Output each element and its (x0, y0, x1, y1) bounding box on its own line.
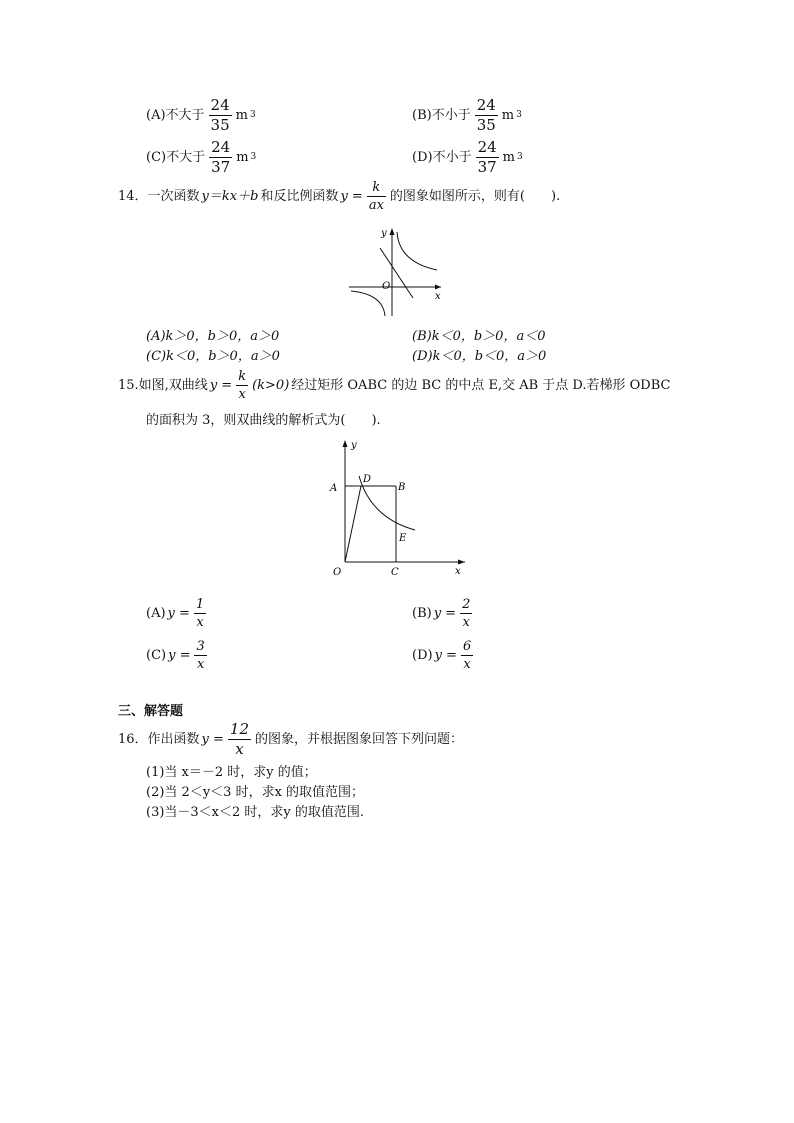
q15-line2: 的面积为 3，则双曲线的解析式为( ). (146, 413, 381, 428)
q14-option-a: (A)k＞0，b＞0，a＞0 (146, 329, 280, 344)
q14-linear-eq: y＝kx＋b (201, 189, 259, 204)
numerator: 24 (210, 96, 230, 114)
unit: m (235, 108, 248, 123)
y-label: y (351, 440, 357, 451)
section-title: 三、解答题 (118, 704, 184, 719)
q15-graph (325, 436, 470, 578)
numerator: k (238, 369, 247, 384)
x-label: x (435, 291, 441, 302)
exponent: 3 (250, 152, 257, 162)
q14-option-d: (D)k＜0，b＜0，a＞0 (412, 349, 547, 364)
q16-eq-y: y = (201, 732, 224, 747)
denominator: x (196, 657, 205, 672)
q13-option-c (146, 140, 256, 175)
denominator: x (238, 387, 246, 402)
q14-option-c: (C)k＜0，b＞0，a＞0 (146, 349, 280, 364)
point-b-label: B (398, 482, 406, 493)
point-d-label: D (363, 474, 372, 485)
hyperbola-branch-upper (397, 232, 437, 270)
option-label: (A)不大于 (146, 108, 205, 123)
q16-part-2: (2)当 2＜y＜3 时，求x 的取值范围； (146, 785, 365, 800)
numerator: 24 (211, 138, 231, 156)
numerator: 24 (476, 96, 496, 114)
fraction (475, 98, 498, 133)
numerator: 12 (229, 720, 250, 738)
option-label: (B) (412, 606, 432, 621)
x-axis-arrow-icon (458, 560, 465, 565)
numerator: 24 (477, 138, 497, 156)
q16-suffix: 的图象，并根据图象回答下列问题： (255, 732, 464, 747)
fraction (476, 140, 499, 175)
q14-option-b: (B)k＜0，b＞0，a＜0 (412, 329, 546, 344)
option-label: (D)不小于 (412, 150, 472, 165)
denominator: 37 (211, 158, 231, 176)
y-axis-arrow-icon (343, 440, 348, 447)
q15-option-a (146, 598, 208, 629)
q15-suffix: 经过矩形 OABC 的边 BC 的中点 E,交 AB 于点 D.若梯形 ODBC (291, 378, 671, 393)
q15-stem (118, 370, 670, 401)
q14-stem (118, 181, 560, 212)
q15-eq-y: y = (209, 378, 233, 393)
q15-option-b (412, 598, 474, 629)
fraction (236, 370, 248, 401)
q16-part-1: (1)当 x＝－2 时，求y 的值； (146, 765, 317, 780)
unit: m (502, 150, 515, 165)
option-label: (D) (412, 648, 433, 663)
denominator: x (463, 657, 471, 672)
hyperbola-branch-lower (351, 291, 385, 316)
numerator: 3 (196, 639, 205, 654)
fraction (461, 640, 473, 671)
x-axis-arrow-icon (435, 285, 441, 290)
exponent: 3 (516, 110, 522, 120)
fraction (194, 598, 206, 629)
option-label: (C) (146, 648, 167, 663)
point-c-label: C (391, 567, 399, 578)
numerator: 1 (195, 597, 205, 612)
denominator: x (196, 615, 204, 630)
y-axis-arrow-icon (390, 228, 395, 235)
q16-stem (118, 722, 463, 757)
numerator: 2 (462, 597, 471, 612)
fraction (209, 140, 232, 175)
fraction (460, 598, 472, 629)
x-label: x (455, 566, 461, 577)
unit: m (501, 108, 515, 123)
origin-label: O (333, 567, 342, 578)
denominator: x (235, 740, 244, 758)
q14-eq-y: y = (340, 189, 363, 204)
q16-prefix: 16．作出函数 (118, 732, 200, 747)
exponent: 3 (249, 110, 256, 120)
q16-part-3: (3)当－3＜x＜2 时，求y 的取值范围. (146, 805, 365, 820)
q13-option-d (412, 140, 523, 175)
segment-od (345, 486, 361, 562)
option-label: (B)不小于 (412, 108, 471, 123)
eq-y: y = (168, 648, 191, 663)
unit: m (236, 150, 249, 165)
fraction (209, 98, 232, 133)
fraction (367, 181, 386, 212)
exponent: 3 (517, 152, 523, 162)
denominator: x (462, 615, 470, 630)
q15-prefix: 15.如图,双曲线 (118, 378, 208, 393)
option-label: (C)不大于 (146, 150, 206, 165)
eq-y: y = (434, 648, 457, 663)
origin-label: O (382, 281, 391, 292)
fraction (228, 722, 251, 757)
q15-option-c (146, 640, 209, 671)
q13-option-b (412, 98, 522, 133)
numerator: 6 (462, 639, 472, 654)
denominator: 37 (477, 158, 497, 176)
denominator: ax (368, 198, 384, 213)
point-e-label: E (399, 533, 407, 544)
point-a-label: A (330, 483, 338, 494)
fraction (194, 640, 206, 671)
q15-condition: (k>0) (252, 378, 290, 393)
denominator: 35 (210, 116, 230, 134)
option-label: (A) (146, 606, 166, 621)
q15-option-d (412, 640, 475, 671)
eq-y: y = (167, 606, 190, 621)
q14-mid: 和反比例函数 (260, 189, 339, 204)
q14-suffix: 的图象如图所示，则有( ). (389, 189, 561, 204)
y-label: y (381, 228, 387, 239)
q14-graph (345, 222, 445, 318)
q13-option-a (146, 98, 256, 133)
q14-prefix: 14．一次函数 (118, 189, 200, 204)
eq-y: y = (433, 606, 457, 621)
denominator: 35 (476, 116, 496, 134)
numerator: k (367, 181, 386, 197)
